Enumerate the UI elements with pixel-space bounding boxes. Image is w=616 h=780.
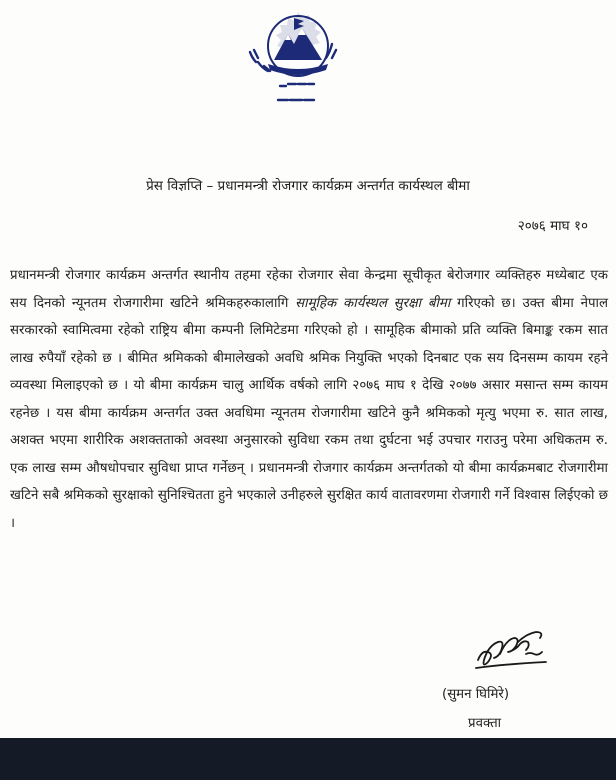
body-paragraph xyxy=(10,262,608,537)
signature-mark xyxy=(470,624,560,676)
body-emphasis: सामूहिक कार्यस्थल सुरक्षा बीमा xyxy=(295,295,451,311)
signatory-role: प्रवक्ता xyxy=(468,716,502,731)
body-text-part-2: गरिएको छ। उक्त बीमा नेपाल सरकारको स्वामित्वमा रहेको राष्ट्रिय बीमा कम्पनी लिमिटेडमा गरिएको हो । सामूहिक बीमाको प्रति व्यक्ति बिमाङ्क रकम सात लाख रुपैयाँ रहेको छ । बीमित श्रमिकको बीमालेखको अवधि श्रमिक नियुक्ति भएको दिनबाट एक सय दिनसम्म कायम रहने व्यवस्था मिलाइएको छ । यो बीमा कार्यक्रम चालु आर्थिक वर्षको लागि २०७६ माघ १ देखि २०७७ असार मसान्त सम्म कायम रहनेछ । यस बीमा कार्यक्रम अन्तर्गत उक्त अवधिमा न्यूनतम रोजगारीमा खटिने कुनै श्रमिकको मृत्यु भएमा रु. सात लाख, अशक्त भएमा शारीरिक अशक्तताको अवस्था अनुसारको सुविधा रकम तथा दुर्घटना भई उपचार गराउनु परेमा अधिकतम रु. एक लाख सम्म औषधोपचार सुविधा प्राप्त गर्नेछन् । प्रधानमन्त्री रोजगार कार्यक्रम अन्तर्गतको यो बीमा कार्यक्रमबाट रोजगारीमा खटिने सबै श्रमिकको सुरक्षाको सुनिश्चितता हुने भएकाले उनीहरुले सुरक्षित कार्य वातावरणमा रोजगारी गर्ने विश्वास लिईएको छ । xyxy=(10,295,608,531)
signatory-name: (सुमन घिमिरे) xyxy=(442,687,510,702)
government-emblem-logo xyxy=(228,4,368,134)
body-text-part-1: प्रधानमन्त्री रोजगार कार्यक्रम अन्तर्गत स्थानीय तहमा रहेका रोजगार सेवा केन्द्रमा सूचीकृत बेरोजगार व्यक्तिहरु मध्येबाट एक सय दिनको न्यूनतम रोजगारीमा खटिने श्रमिकहरुकालागि xyxy=(10,268,608,311)
footer-bar xyxy=(0,738,616,780)
release-date: २०७६ माघ १० xyxy=(517,218,588,234)
press-release-heading: प्रेस विज्ञप्ति – प्रधानमन्त्री रोजगार कार्यक्रम अन्तर्गत कार्यस्थल बीमा xyxy=(146,178,470,194)
